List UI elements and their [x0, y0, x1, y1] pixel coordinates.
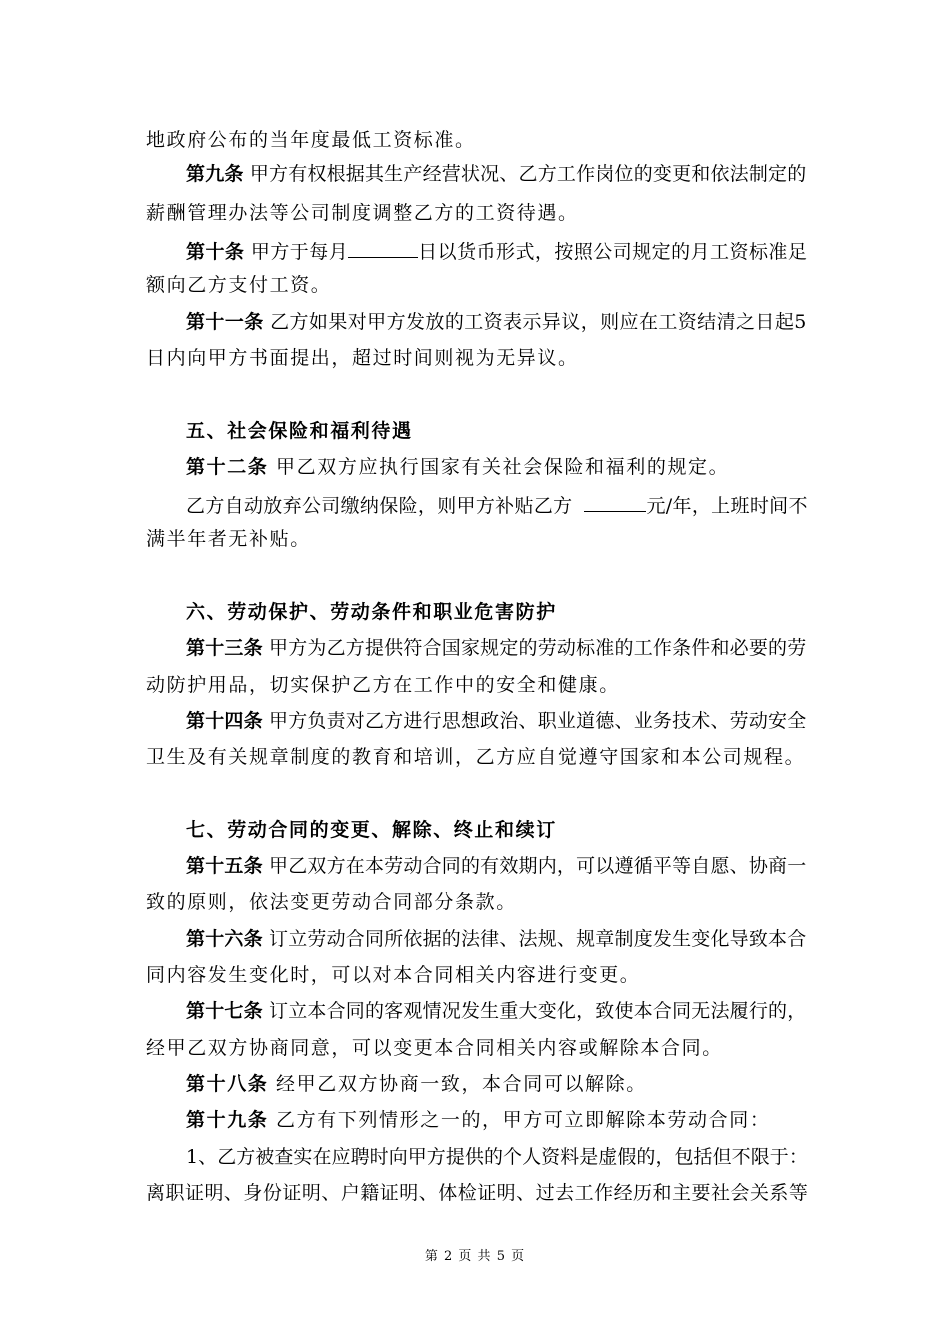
article-text: 乙方有下列情形之一的，甲方可立即解除本劳动合同： [276, 1109, 771, 1131]
paragraph-line [146, 346, 579, 370]
line-text: 经甲乙双方协商同意，可以变更本合同相关内容或解除本合同。 [146, 1037, 723, 1059]
line-text: 日内向甲方书面提出，超过时间则视为无异议。 [146, 347, 579, 369]
article-label: 第十六条 [186, 928, 263, 950]
paragraph-line [146, 963, 640, 987]
article-text: 经甲乙双方协商一致，本合同可以解除。 [276, 1073, 647, 1095]
page-footer: 第 2 页 共 5 页 [424, 1249, 526, 1264]
line-text: 致的原则，依法变更劳动合同部分条款。 [146, 891, 517, 913]
paragraph-line [146, 890, 517, 914]
paragraph-line [146, 128, 476, 152]
paragraph-line [146, 673, 620, 697]
article-14 [186, 709, 806, 733]
article-label: 第十九条 [186, 1109, 269, 1131]
article-9 [186, 162, 806, 186]
article-12 [186, 455, 729, 479]
article-18 [186, 1072, 647, 1096]
article-15 [186, 854, 806, 878]
article-text: 甲方为乙方提供符合国家规定的劳动标准的工作条件和必要的劳 [269, 637, 807, 659]
article-10 [186, 237, 807, 264]
article-13 [186, 636, 806, 660]
article-text: 甲方于每月 [250, 241, 349, 263]
article-16 [186, 927, 806, 951]
article-text: 订立劳动合同所依据的法律、法规、规章制度发生变化导致本合 [269, 928, 807, 950]
article-19 [186, 1108, 770, 1132]
article-label: 第十五条 [186, 855, 263, 877]
article-label: 第十条 [186, 241, 245, 263]
article-label: 第十二条 [186, 456, 269, 478]
article-label: 第九条 [186, 163, 244, 185]
article-label: 第十四条 [186, 710, 263, 732]
article-label: 第十一条 [186, 311, 264, 333]
article-text: 订立本合同的客观情况发生重大变化，致使本合同无法履行的， [269, 1000, 807, 1022]
article-text: 甲方有权根据其生产经营状况、乙方工作岗位的变更和依法制定的 [249, 163, 807, 185]
article-label: 第十八条 [186, 1073, 269, 1095]
line-text: 薪酬管理办法等公司制度调整乙方的工资待遇。 [146, 202, 579, 224]
line-text: 1、乙方被查实在应聘时向甲方提供的个人资料是虚假的，包括但不限于： [186, 1146, 808, 1168]
paragraph-line [146, 273, 331, 297]
line-text: 元/年，上班时间不 [646, 495, 808, 517]
line-text: 乙方自动放弃公司缴纳保险，则甲方补贴乙方 [186, 495, 573, 517]
article-label: 第十三条 [186, 637, 263, 659]
section-heading-5: 五、社会保险和福利待遇 [186, 420, 413, 442]
line-text: 额向乙方支付工资。 [146, 274, 332, 296]
line-text: 地政府公布的当年度最低工资标准。 [146, 129, 476, 151]
paragraph-line [146, 201, 579, 225]
line-text: 同内容发生变化时，可以对本合同相关内容进行变更。 [146, 964, 641, 986]
line-text: 动防护用品，切实保护乙方在工作中的安全和健康。 [146, 674, 620, 696]
article-11 [186, 310, 807, 334]
article-text: 日以货币形式，按照公司规定的月工资标准足 [418, 241, 808, 263]
article-text: 甲乙双方在本劳动合同的有效期内，可以遵循平等自愿、协商一 [269, 855, 807, 877]
paragraph-line [146, 745, 805, 769]
paragraph-line [146, 1181, 808, 1205]
list-item-1 [186, 1145, 808, 1169]
article-text: 乙方如果对甲方发放的工资表示异议，则应在工资结清之日起5 [270, 311, 807, 333]
line-text: 离职证明、身份证明、户籍证明、体检证明、过去工作经历和主要社会关系等 [146, 1182, 809, 1204]
article-label: 第十七条 [186, 1000, 263, 1022]
line-text: 满半年者无补贴。 [146, 528, 311, 550]
paragraph-line [186, 491, 808, 518]
article-17 [186, 999, 806, 1023]
paragraph-line [146, 527, 311, 551]
section-heading-6: 六、劳动保护、劳动条件和职业危害防护 [186, 601, 557, 623]
article-text: 甲方负责对乙方进行思想政治、职业道德、业务技术、劳动安全 [269, 710, 807, 732]
article-text: 甲乙双方应执行国家有关社会保险和福利的规定。 [276, 456, 730, 478]
fill-in-blank [584, 491, 646, 512]
section-heading-7: 七、劳动合同的变更、解除、终止和续订 [186, 819, 557, 841]
line-text: 卫生及有关规章制度的教育和培训，乙方应自觉遵守国家和本公司规程。 [146, 746, 806, 768]
fill-in-blank [348, 237, 418, 258]
paragraph-line [146, 1036, 723, 1060]
